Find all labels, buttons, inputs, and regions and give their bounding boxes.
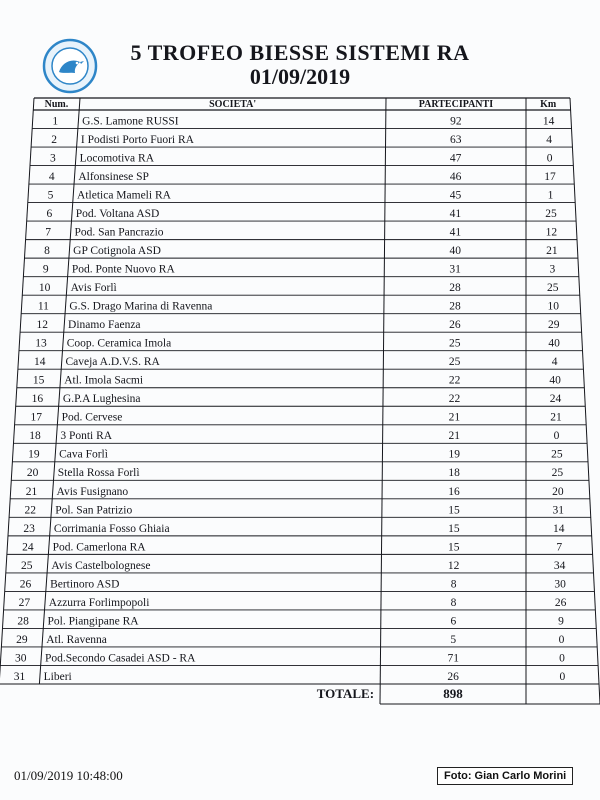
row-num: 18 [29, 430, 41, 443]
photo-credit: Foto: Gian Carlo Morini [437, 767, 573, 785]
row-participants: 16 [448, 485, 460, 498]
row-num: 8 [44, 245, 50, 258]
results-table-sheet [4, 98, 600, 704]
row-society: GP Cotignola ASD [73, 245, 161, 258]
row-num: 26 [19, 578, 32, 591]
row-participants: 8 [450, 596, 457, 609]
row-num: 3 [50, 152, 56, 165]
row-km: 26 [554, 596, 567, 609]
row-km: 3 [549, 263, 556, 276]
row-num: 28 [17, 615, 29, 628]
row-participants: 18 [448, 467, 460, 480]
row-society: Azzurra Forlimpopoli [48, 596, 150, 609]
row-km: 0 [546, 152, 553, 165]
results-table [4, 98, 600, 704]
row-km: 24 [549, 393, 562, 406]
row-participants: 28 [449, 282, 461, 295]
row-km: 4 [551, 356, 558, 369]
row-participants: 26 [447, 670, 459, 683]
row-society: Locomotiva RA [79, 152, 155, 165]
row-society: Pol. San Patrizio [55, 504, 133, 517]
row-participants: 47 [449, 152, 462, 165]
row-num: 27 [18, 596, 31, 609]
page-title: 5 TROFEO BIESSE SISTEMI RA [130, 40, 470, 65]
row-num: 29 [16, 633, 28, 646]
row-km: 0 [559, 670, 566, 683]
row-participants: 15 [448, 504, 460, 517]
row-participants: 71 [447, 652, 459, 665]
row-society: Atl. Imola Sacmi [64, 374, 144, 387]
row-society: Coop. Ceramica Imola [66, 337, 172, 350]
row-society: Pod. Camerlona RA [52, 541, 146, 554]
row-km: 25 [551, 467, 564, 480]
row-participants: 15 [448, 541, 460, 554]
row-participants: 92 [450, 115, 462, 128]
row-km: 20 [552, 485, 564, 498]
row-km: 10 [547, 300, 559, 313]
row-society: 3 Ponti RA [60, 430, 113, 443]
row-num: 16 [31, 393, 44, 406]
row-society: Dinamo Faenza [68, 319, 141, 332]
row-num: 21 [25, 485, 38, 498]
row-num: 17 [30, 411, 42, 424]
photo-timestamp: 01/09/2019 10:48:00 [14, 768, 123, 783]
row-participants: 19 [448, 448, 460, 461]
row-num: 22 [24, 504, 37, 517]
table-column-rule [0, 98, 34, 704]
row-km: 0 [553, 430, 560, 443]
total-label: TOTALE: [316, 686, 375, 701]
row-society: Alfonsinese SP [78, 170, 149, 183]
row-participants: 40 [449, 245, 461, 258]
row-km: 14 [552, 522, 565, 535]
row-km: 25 [547, 282, 559, 295]
column-header-km: Km [540, 99, 557, 110]
row-num: 2 [51, 133, 57, 146]
row-participants: 28 [449, 300, 461, 313]
row-km: 14 [542, 115, 555, 128]
row-num: 20 [26, 467, 39, 480]
row-participants: 21 [448, 430, 461, 443]
row-km: 21 [546, 245, 558, 258]
row-participants: 12 [447, 559, 460, 572]
row-society: Cava Forlì [59, 448, 108, 461]
row-num: 7 [45, 226, 52, 239]
row-num: 5 [47, 189, 54, 202]
row-society: Avis Castelbolognese [51, 559, 151, 572]
row-km: 29 [547, 319, 560, 332]
row-participants: 25 [449, 337, 461, 350]
row-society: Bertinoro ASD [50, 578, 120, 591]
row-participants: 22 [448, 393, 461, 406]
row-num: 14 [34, 356, 46, 369]
row-num: 19 [28, 448, 40, 461]
row-km: 40 [548, 337, 560, 350]
column-header-participants: PARTECIPANTI [418, 99, 494, 110]
row-km: 4 [546, 133, 552, 146]
row-km: 12 [545, 226, 558, 239]
row-km: 0 [559, 652, 565, 665]
row-num: 25 [20, 559, 33, 572]
row-participants: 5 [450, 633, 457, 646]
row-society: G.S. Drago Marina di Ravenna [69, 300, 213, 313]
row-society: I Podisti Porto Fuori RA [80, 133, 194, 146]
row-num: 9 [42, 263, 49, 276]
row-participants: 22 [448, 374, 461, 387]
row-num: 12 [36, 319, 48, 332]
row-num: 13 [35, 337, 47, 350]
row-society: Pol. Piangipane RA [47, 615, 139, 628]
row-km: 17 [544, 170, 556, 183]
row-num: 24 [22, 541, 34, 554]
row-participants: 31 [449, 263, 461, 276]
row-participants: 6 [450, 615, 457, 628]
row-num: 10 [38, 282, 51, 295]
row-participants: 8 [450, 578, 457, 591]
row-num: 23 [23, 522, 35, 535]
row-society: Atl. Ravenna [46, 633, 107, 646]
table-column-rule [380, 98, 386, 704]
row-society: Avis Fusignano [56, 485, 129, 498]
column-header-society: SOCIETA' [209, 99, 257, 110]
row-participants: 21 [448, 411, 461, 424]
club-logo-seal [42, 38, 98, 94]
row-km: 31 [552, 504, 565, 517]
row-km: 9 [558, 615, 564, 628]
row-society: Pod. Cervese [61, 411, 123, 424]
total-value: 898 [443, 686, 463, 701]
row-num: 6 [46, 208, 53, 221]
row-km: 21 [550, 411, 562, 424]
table-column-rule [570, 98, 600, 704]
row-society: Corrimania Fosso Ghiaia [53, 522, 170, 535]
row-num: 31 [13, 670, 26, 683]
row-society: Pod. Voltana ASD [75, 208, 160, 221]
row-num: 15 [32, 374, 45, 387]
row-km: 0 [558, 633, 565, 646]
row-km: 30 [554, 578, 566, 591]
row-society: Avis Forlì [70, 282, 117, 295]
row-km: 40 [549, 374, 561, 387]
row-participants: 41 [449, 208, 462, 221]
row-society: Atletica Mameli RA [77, 189, 171, 202]
row-participants: 15 [448, 522, 460, 535]
row-society: G.P.A Lughesina [62, 393, 141, 406]
row-society: Pod. Ponte Nuovo RA [71, 263, 175, 276]
row-participants: 45 [449, 189, 462, 202]
row-km: 25 [545, 208, 557, 221]
row-participants: 26 [449, 319, 461, 332]
row-km: 1 [547, 189, 554, 202]
row-km: 25 [551, 448, 563, 461]
row-participants: 63 [450, 133, 462, 146]
row-num: 30 [14, 652, 27, 665]
row-society: Caveja A.D.V.S. RA [65, 356, 160, 369]
row-society: Stella Rossa Forlì [57, 467, 140, 480]
column-header-num: Num. [44, 99, 69, 110]
row-participants: 46 [449, 170, 462, 183]
row-km: 7 [556, 541, 563, 554]
event-date: 01/09/2019 [249, 64, 351, 89]
row-society: Pod. San Pancrazio [74, 226, 164, 239]
row-num: 1 [52, 115, 59, 128]
row-participants: 25 [448, 356, 461, 369]
row-num: 11 [37, 300, 49, 313]
row-km: 34 [553, 559, 566, 572]
row-society: Liberi [43, 670, 72, 683]
row-participants: 41 [449, 226, 462, 239]
row-num: 4 [48, 170, 55, 183]
row-society: Pod.Secondo Casadei ASD - RA [44, 652, 196, 665]
row-society: G.S. Lamone RUSSI [82, 115, 179, 128]
